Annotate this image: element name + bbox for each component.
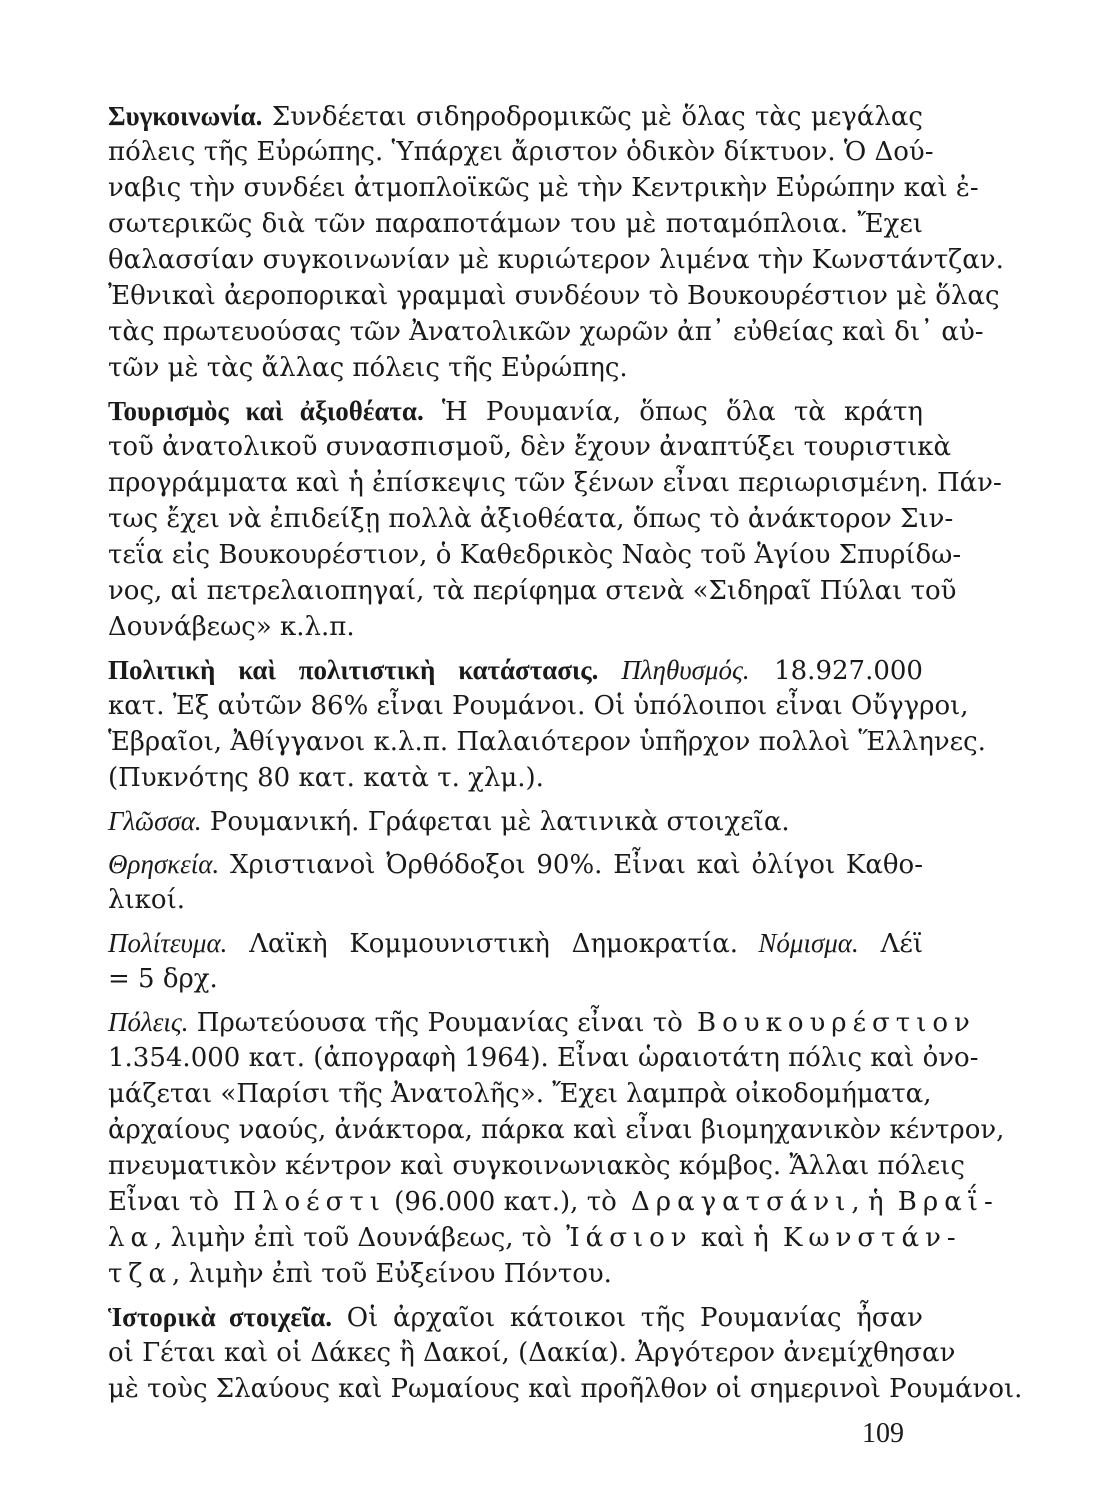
spaced-name: Ἰάσιον xyxy=(551,1223,693,1253)
text-line xyxy=(108,1299,923,1335)
paragraph xyxy=(108,1299,1023,1407)
paragraph xyxy=(108,393,1002,645)
italic-term: Θρησκεία. xyxy=(108,849,220,879)
text-line xyxy=(108,609,923,645)
italic-term: Πολίτευμα. xyxy=(108,928,228,958)
text-line xyxy=(108,1335,956,1371)
line-text: Οἱ ἀρχαῖοι κάτοικοι τῆς Ρουμανίας ἦσαν xyxy=(332,1303,923,1333)
line-text: Εἶναι τὸ xyxy=(108,1187,220,1217)
line-text: 18.927.000 xyxy=(749,656,923,686)
text-line xyxy=(108,688,969,724)
line-text: , λιμὴν ἐπὶ τοῦ Εὐξείνου Πόντου. xyxy=(172,1259,612,1289)
text-line xyxy=(108,537,962,573)
section-heading: Τουρισμὸς καὶ ἀξιοθέατα. xyxy=(108,396,424,426)
italic-term: Πληθυσμός. xyxy=(598,655,750,685)
paragraph xyxy=(108,1004,1005,1292)
text-line xyxy=(108,1004,976,1040)
line-text: Ἡ Ρουμανία, ὅπως ὅλα τὰ κράτη xyxy=(423,397,923,427)
text-line xyxy=(108,882,923,918)
text-line xyxy=(108,1184,999,1220)
text-line xyxy=(108,314,984,350)
line-text: τοῦ ἀνατολικοῦ συνασπισμοῦ, δὲν ἔχουν ἀναπτύξει τουριστικὰ xyxy=(108,432,952,462)
text-line xyxy=(108,1112,1005,1148)
line-text: Δουνάβεως» κ.λ.π. xyxy=(108,612,355,642)
spaced-name: Βραΐ- xyxy=(883,1187,999,1217)
paragraph xyxy=(108,803,923,839)
spaced-name: Πλοέστι xyxy=(219,1187,386,1217)
text-line xyxy=(108,1256,923,1292)
text-line xyxy=(108,206,923,242)
italic-term: Γλῶσσα. xyxy=(108,806,202,836)
line-text: (Πυκνότης 80 κατ. κατὰ τ. χλμ.). xyxy=(108,763,544,793)
paragraph xyxy=(108,98,1004,386)
line-text: Ἐθνικαὶ ἀεροπορικαὶ γραμμαὶ συνδέουν τὸ Βουκουρέστιον μὲ ὅλας xyxy=(108,281,1000,311)
line-text: Ἑβραῖοι, Ἀθίγγανοι κ.λ.π. Παλαιότερον ὑπῆρχον πολλοὶ Ἕλληνες. xyxy=(108,727,986,757)
text-line xyxy=(108,1220,962,1256)
line-text: Χριστιανοὶ Ὀρθόδοξοι 90%. Εἶναι καὶ ὀλίγοι Καθο- xyxy=(219,850,923,880)
line-text: λικοί. xyxy=(108,885,186,915)
text-line xyxy=(108,1076,932,1112)
line-text: οἱ Γέται καὶ οἱ Δάκες ἢ Δακοί, (Δακία). Ἀργότερον ἀνεμίχθησαν xyxy=(108,1338,956,1368)
text-line xyxy=(108,350,923,386)
line-text: σωτερικῶς διὰ τῶν παραποτάμων του μὲ ποταμόπλοια. Ἔχει xyxy=(108,209,923,239)
text-line xyxy=(108,573,957,609)
italic-term: Νόμισμα. xyxy=(738,928,859,958)
text-line xyxy=(108,1148,965,1184)
line-text: Ρουμανική. Γράφεται μὲ λατινικὰ στοιχεῖα. xyxy=(201,807,790,837)
text-line xyxy=(108,760,923,796)
text-line xyxy=(108,846,923,882)
line-text: ναβις τὴν συνδέει ἀτμοπλοϊκῶς μὲ τὴν Κεντρικὴν Εὐρώπην καὶ ἐ- xyxy=(108,173,979,203)
spaced-name: τζα xyxy=(108,1259,173,1289)
text-line xyxy=(108,429,952,465)
spaced-name: λα xyxy=(108,1223,155,1253)
line-text: προγράμματα καὶ ἡ ἐπίσκεψις τῶν ξένων εἶναι περιωρισμένη. Πάν- xyxy=(108,468,1002,498)
spaced-name: Δραγατσάνι xyxy=(616,1187,852,1217)
line-text: τεΐα εἰς Βουκουρέστιον, ὁ Καθεδρικὸς Ναὸς τοῦ Ἁγίου Σπυρίδω- xyxy=(108,540,962,570)
text-line xyxy=(108,961,923,997)
paragraph xyxy=(108,846,923,918)
line-text: κατ. Ἐξ αὐτῶν 86% εἶναι Ρουμάνοι. Οἱ ὑπόλοιποι εἶναι Οὔγγροι, xyxy=(108,691,969,721)
text-line xyxy=(108,134,934,170)
line-text: καὶ ἡ xyxy=(692,1223,769,1253)
paragraph xyxy=(108,652,986,796)
line-text: Συνδέεται σιδηροδρομικῶς μὲ ὅλας τὰς μεγάλας xyxy=(262,102,923,132)
line-text: νος, αἱ πετρελαιοπηγαί, τὰ περίφημα στενὰ «Σιδηραῖ Πύλαι τοῦ xyxy=(108,576,957,606)
section-heading: Πολιτικὴ καὶ πολιτιστικὴ κατάστασις. xyxy=(108,655,599,685)
section-heading: Συγκοινωνία. xyxy=(108,101,263,131)
page-number: 109 xyxy=(862,1418,904,1449)
text-line xyxy=(108,170,979,206)
line-text: τῶν μὲ τὰς ἄλλας πόλεις τῆς Εὐρώπης. xyxy=(108,353,628,383)
line-text: πνευματικὸν κέντρον καὶ συγκοινωνιακὸς κόμβος. Ἄλλαι πόλεις xyxy=(108,1151,965,1181)
line-text: μὲ τοὺς Σλαύους καὶ Ρωμαίους καὶ προῆλθον οἱ σημερινοὶ Ρουμάνοι. xyxy=(108,1374,1023,1404)
text-line xyxy=(108,465,1002,501)
line-text: Πρωτεύουσα τῆς Ρουμανίας εἶναι τὸ xyxy=(188,1008,683,1038)
text-line xyxy=(108,98,923,134)
line-text: Λαϊκὴ Κομμουνιστικὴ Δημοκρατία. xyxy=(227,929,739,959)
line-text: 1.354.000 κατ. (ἀπογραφὴ 1964). Εἶναι ὡραιοτάτη πόλις καὶ ὀνο- xyxy=(108,1043,979,1073)
text-line xyxy=(108,393,923,429)
line-text: τὰς πρωτευούσας τῶν Ἀνατολικῶν χωρῶν ἀπ᾽ εὐθείας καὶ δι᾽ αὐ- xyxy=(108,317,984,347)
italic-term: Πόλεις. xyxy=(108,1007,189,1037)
line-text: , ἡ xyxy=(851,1187,884,1217)
line-text: , λιμὴν ἐπὶ τοῦ Δουνάβεως, τὸ xyxy=(154,1223,552,1253)
text-line xyxy=(108,278,1000,314)
line-text: πόλεις τῆς Εὐρώπης. Ὑπάρχει ἄριστον ὁδικὸν δίκτυον. Ὁ Δού- xyxy=(108,137,934,167)
spaced-name: Κωνστάν- xyxy=(768,1223,962,1253)
line-text: (96.000 κατ.), τὸ xyxy=(385,1187,617,1217)
line-text: τως ἔχει νὰ ἐπιδείξῃ πολλὰ ἀξιοθέατα, ὅπως τὸ ἀνάκτορον Σιν- xyxy=(108,504,954,534)
text-line xyxy=(108,652,923,688)
text-line xyxy=(108,1040,979,1076)
line-text: μάζεται «Παρίσι τῆς Ἀνατολῆς». Ἔχει λαμπρὰ οἰκοδομήματα, xyxy=(108,1079,932,1109)
text-line xyxy=(108,925,923,961)
text-line xyxy=(108,803,923,839)
line-text: Λέϊ xyxy=(858,929,924,959)
text-line xyxy=(108,1371,1023,1407)
line-text: = 5 δρχ. xyxy=(108,964,218,994)
paragraph xyxy=(108,925,923,997)
spaced-name: Βουκουρέστιον xyxy=(682,1008,976,1038)
text-line xyxy=(108,724,986,760)
line-text: ἀρχαίους ναούς, ἀνάκτορα, πάρκα καὶ εἶναι βιομηχανικὸν κέντρον, xyxy=(108,1115,1005,1145)
line-text: θαλασσίαν συγκοινωνίαν μὲ κυριώτερον λιμένα τὴν Κωνστάντζαν. xyxy=(108,245,1004,275)
text-line xyxy=(108,242,1004,278)
text-line xyxy=(108,501,954,537)
section-heading: Ἱστορικὰ στοιχεῖα. xyxy=(108,1302,333,1332)
page-body xyxy=(108,98,1023,1414)
